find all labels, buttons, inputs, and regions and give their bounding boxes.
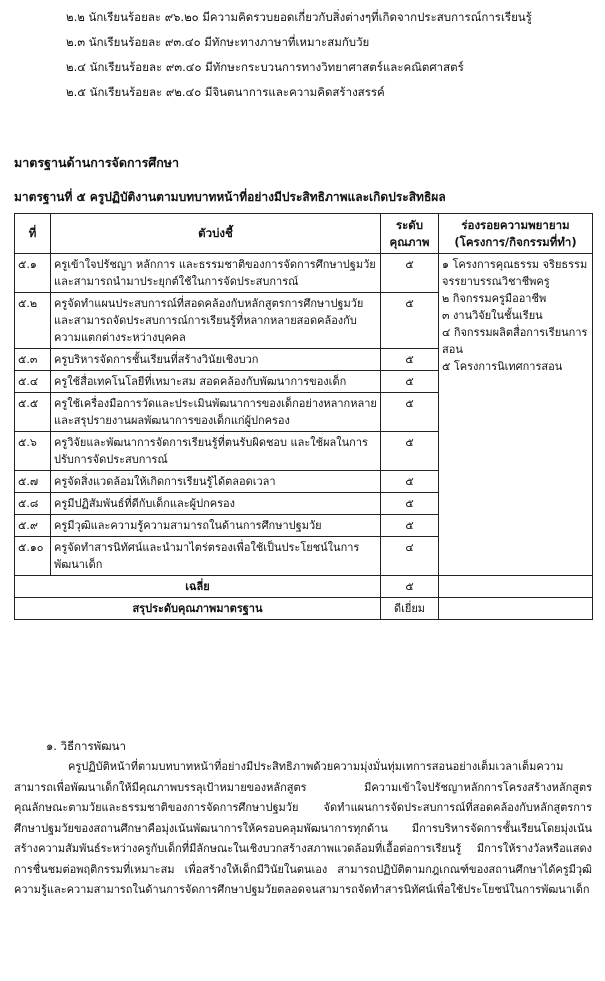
row-level: ๕	[381, 432, 439, 471]
table-row	[15, 254, 593, 293]
col-header-level: ระดับ คุณภาพ	[381, 214, 439, 254]
section-title: มาตรฐานด้านการจัดการศึกษา	[14, 155, 180, 170]
row-number: ๕.๘	[15, 493, 51, 515]
summary-value: ดีเยี่ยม	[381, 598, 439, 620]
project-item: ๑ โครงการคุณธรรม จริยธรรม จรรยาบรรณวิชาชีพครู	[442, 258, 588, 288]
row-indicator: ครูบริหารจัดการชั้นเรียนที่สร้างวินัยเชิงบวก	[51, 349, 381, 371]
summary-row	[15, 598, 593, 620]
project-item: ๕ โครงการนิเทศการสอน	[442, 360, 563, 373]
row-number: ๕.๑๐	[15, 537, 51, 576]
outcome-line: ๒.๕ นักเรียนร้อยละ ๙๒.๔๐ มีจินตนาการและความคิดสร้างสรรค์	[66, 85, 385, 99]
row-level: ๕	[381, 471, 439, 493]
row-level: ๕	[381, 371, 439, 393]
row-level: ๕	[381, 293, 439, 349]
projects-cell	[439, 254, 593, 576]
row-level: ๕	[381, 349, 439, 371]
average-empty-cell	[439, 576, 593, 598]
table-header-row	[15, 214, 593, 254]
row-indicator: ครูใช้สื่อเทคโนโลยีที่เหมาะสม สอดคล้องกับพัฒนาการของเด็ก	[51, 371, 381, 393]
summary-label: สรุประดับคุณภาพมาตรฐาน	[15, 598, 381, 620]
development-paragraph: ครูปฏิบัติหน้าที่ตามบทบาทหน้าที่อย่างมีประสิทธิภาพด้วยความมุ่งมั่นทุ่มเทการสอนอย่างเต็มเวลาเต็มความสามารถเพื่อพัฒนาเด็กให้มีคุณภาพบรรลุเป้าหมายของหลักสูตร มีความเข้าใจปรัชญาหลักการโครงสร้างหลักสูตรคุณลักษณะตามวัยและธรรมชาติของการจัดการศึกษาปฐมวัย จัดทำแผนการจัดประสบการณ์ที่สอดคล้องกับหลักสูตรการศึกษาปฐมวัยของสถานศึกษาคือมุ่งเน้นพัฒนาการให้ครอบคลุมพัฒนาการทุกด้าน มีการบริหารจัดการชั้นเรียนโดยมุ่งเน้นสร้างความสัมพันธ์ระหว่างครูกับเด็กที่มีลักษณะในเชิงบวกสร้างสภาพแวดล้อมที่เอื้อต่อการเรียนรู้ มีการให้รางวัลหรือแสดงการชื่นชมต่อพฤติกรรมที่เหมาะสม เพื่อสร้างให้เด็กมีวินัยในตนเอง สามารถปฏิบัติตามกฎเกณฑ์ของสถานศึกษาได้ครูมีวุฒิความรู้และความสามารถในด้านการจัดการศึกษาปฐมวัยตลอดจนสามารถจัดทำสารนิทัศน์เพื่อใช้ประโยชน์ในการพัฒนาเด็ก	[14, 760, 592, 896]
project-item: ๔ กิจกรรมผลิตสื่อการเรียนการสอน	[442, 326, 588, 356]
row-indicator: ครูมีวุฒิและความรู้ความสามารถในด้านการศึกษาปฐมวัย	[51, 515, 381, 537]
row-number: ๕.๕	[15, 393, 51, 432]
row-indicator: ครูจัดทำสารนิทัศน์และนำมาไตร่ตรองเพื่อใช้เป็นประโยชน์ในการพัฒนาเด็ก	[51, 537, 381, 576]
row-indicator: ครูใช้เครื่องมือการวัดและประเมินพัฒนาการของเด็กอย่างหลากหลาย และสรุปรายงานผลพัฒนาการของเด็กแก่ผู้ปกครอง	[51, 393, 381, 432]
project-item: ๓ งานวิจัยในชั้นเรียน	[442, 309, 543, 322]
row-level: ๕	[381, 254, 439, 293]
row-number: ๕.๗	[15, 471, 51, 493]
row-indicator: ครูเข้าใจปรัชญา หลักการ และธรรมชาติของการจัดการศึกษาปฐมวัย และสามารถนำมาประยุกต์ใช้ในการจัดประสบการณ์	[51, 254, 381, 293]
standard-table	[14, 213, 593, 620]
average-row	[15, 576, 593, 598]
row-level: ๕	[381, 493, 439, 515]
average-value: ๕	[381, 576, 439, 598]
row-indicator: ครูวิจัยและพัฒนาการจัดการเรียนรู้ที่ตนรับผิดชอบ และใช้ผลในการปรับการจัดประสบการณ์	[51, 432, 381, 471]
col-header-evidence: ร่องรอยความพยายาม (โครงการ/กิจกรรมที่ทำ)	[439, 214, 593, 254]
row-indicator: ครูจัดทำแผนประสบการณ์ที่สอดคล้องกับหลักสูตรการศึกษาปฐมวัยและสามารถจัดประสบการณ์การเรียนรู้ที่หลากหลายสอดคล้องกับความแตกต่างระหว่างบุคคล	[51, 293, 381, 349]
development-heading: ๑. วิธีการพัฒนา	[46, 739, 126, 753]
row-number: ๕.๒	[15, 293, 51, 349]
outcome-line: ๒.๔ นักเรียนร้อยละ ๙๓.๔๐ มีทักษะกระบวนการทางวิทยาศาสตร์และคณิตศาสตร์	[66, 60, 464, 74]
row-indicator: ครูจัดสิ่งแวดล้อมให้เกิดการเรียนรู้ได้ตลอดเวลา	[51, 471, 381, 493]
summary-empty-cell	[439, 598, 593, 620]
row-number: ๕.๖	[15, 432, 51, 471]
col-header-indicator: ตัวบ่งชี้	[51, 214, 381, 254]
row-indicator: ครูมีปฏิสัมพันธ์ที่ดีกับเด็กและผู้ปกครอง	[51, 493, 381, 515]
standard-title: มาตรฐานที่ ๕ ครูปฏิบัติงานตามบทบาทหน้าที่อย่างมีประสิทธิภาพและเกิดประสิทธิผล	[14, 190, 446, 204]
row-level: ๔	[381, 537, 439, 576]
outcome-line: ๒.๒ นักเรียนร้อยละ ๙๖.๒๐ มีความคิดรวบยอดเกี่ยวกับสิ่งต่างๆที่เกิดจากประสบการณ์การเรียนรู้	[66, 10, 532, 24]
average-label: เฉลี่ย	[15, 576, 381, 598]
row-number: ๕.๑	[15, 254, 51, 293]
row-number: ๕.๙	[15, 515, 51, 537]
row-level: ๕	[381, 515, 439, 537]
row-number: ๕.๓	[15, 349, 51, 371]
row-level: ๕	[381, 393, 439, 432]
col-header-no: ที่	[15, 214, 51, 254]
outcome-line: ๒.๓ นักเรียนร้อยละ ๙๓.๔๐ มีทักษะทางภาษาที่เหมาะสมกับวัย	[66, 35, 370, 49]
project-item: ๒ กิจกรรมครูมืออาชีพ	[442, 292, 547, 305]
row-number: ๕.๔	[15, 371, 51, 393]
